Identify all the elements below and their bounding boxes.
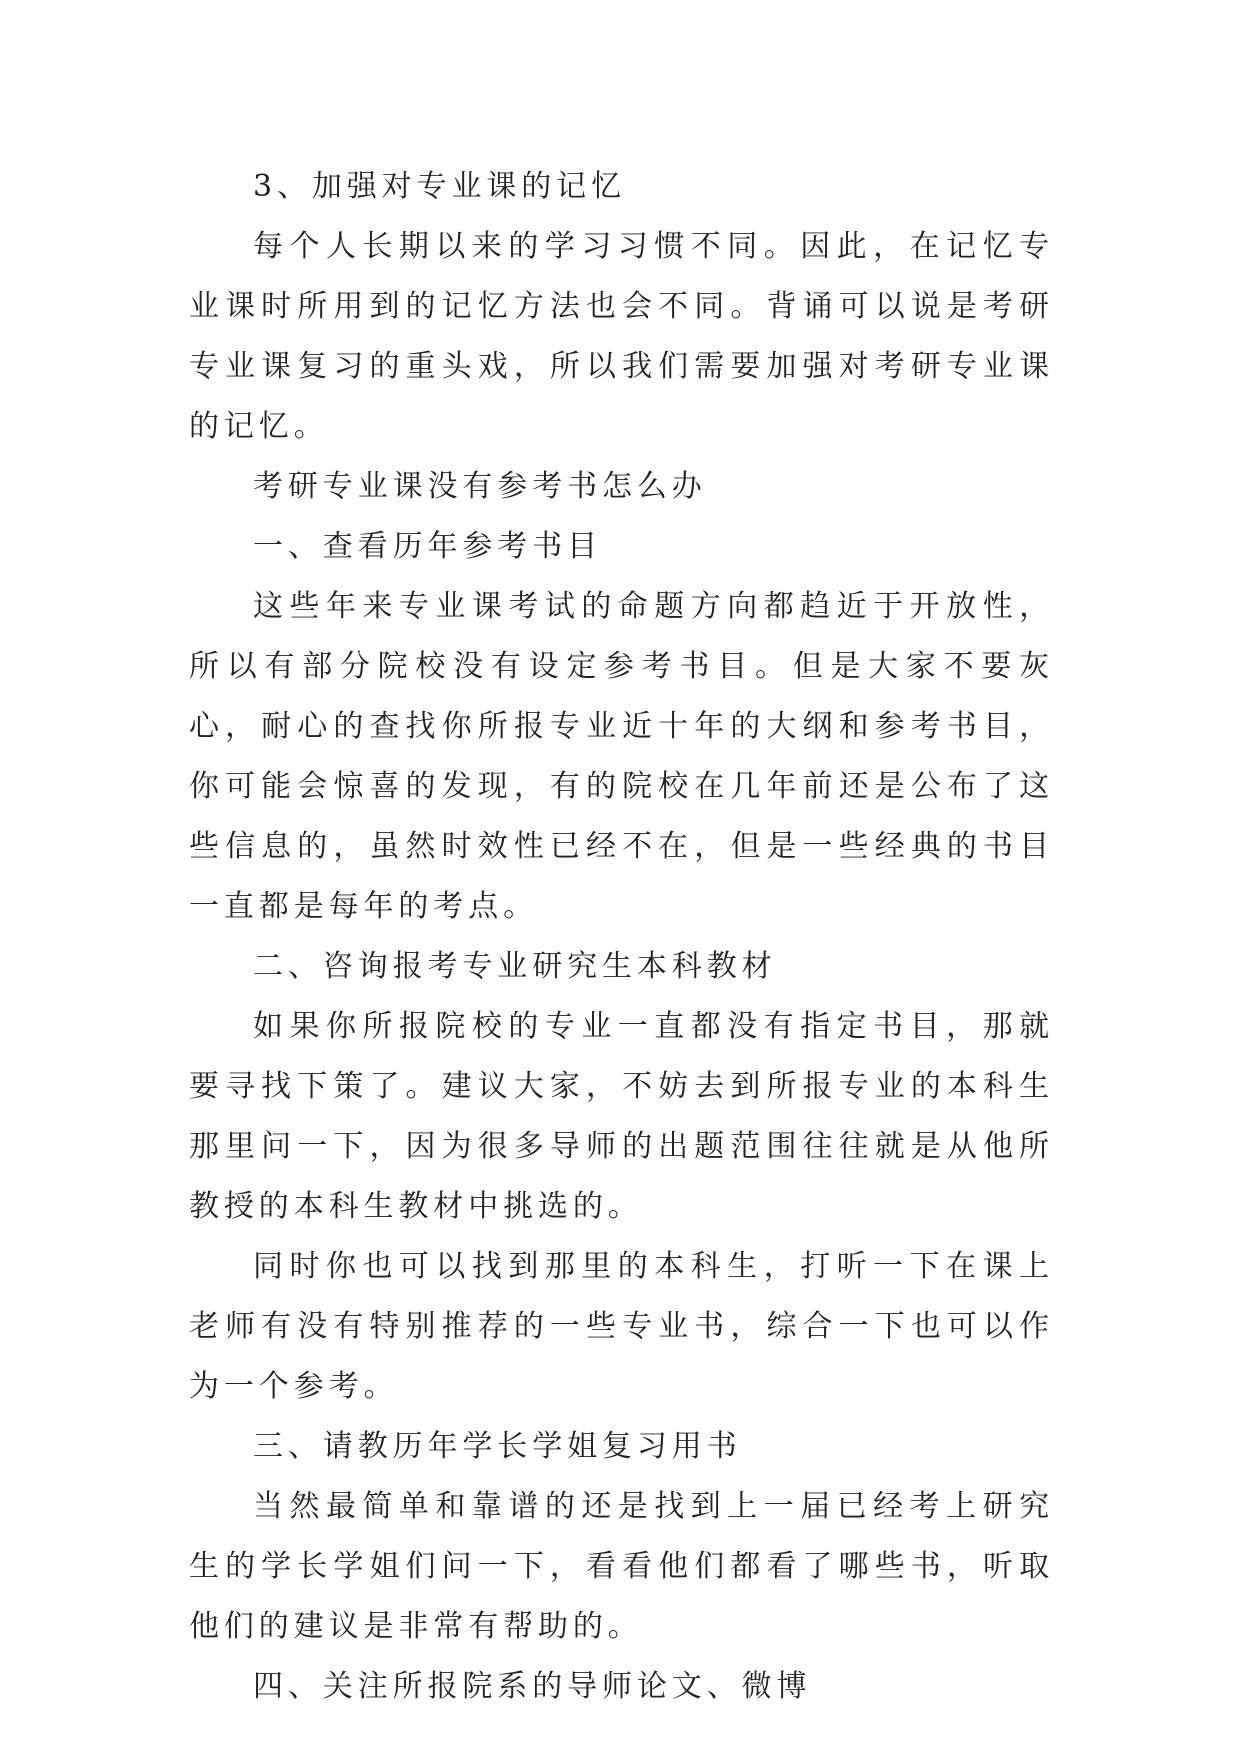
section-heading-advisor-papers: 四、关注所报院系的导师论文、微博 xyxy=(253,1669,812,1704)
section-heading-past-booklists: 一、查看历年参考书目 xyxy=(253,529,602,564)
paragraph-memory-methods: 每个人长期以来的学习习惯不同。因此，在记忆专业课时所用到的记忆方法也会不同。背诵可以说是考研专业课复习的重头戏，所以我们需要加强对考研专业课的记忆。 xyxy=(189,229,1054,444)
paragraph-undergrad-textbooks: 如果你所报院校的专业一直都没有指定书目，那就要寻找下策了。建议大家，不妨去到所报专业的本科生那里问一下，因为很多导师的出题范围往往就是从他所教授的本科生教材中挑选的。 xyxy=(189,1009,1054,1224)
section-heading-memory: 3、加强对专业课的记忆 xyxy=(253,169,626,204)
document-body xyxy=(189,157,1054,1717)
paragraph-past-booklists: 这些年来专业课考试的命题方向都趋近于开放性，所以有部分院校没有设定参考书目。但是大家不要灰心，耐心的查找你所报专业近十年的大纲和参考书目，你可能会惊喜的发现，有的院校在几年前还是公布了这些信息的，虽然时效性已经不在，但是一些经典的书目一直都是每年的考点。 xyxy=(189,589,1054,924)
section-heading-undergrad-textbooks: 二、咨询报考专业研究生本科教材 xyxy=(253,949,777,984)
paragraph-teacher-recommendations: 同时你也可以找到那里的本科生，打听一下在课上老师有没有特别推荐的一些专业书，综合一下也可以作为一个参考。 xyxy=(189,1249,1054,1404)
section-heading-senior-students: 三、请教历年学长学姐复习用书 xyxy=(253,1429,742,1464)
paragraph-senior-students: 当然最简单和靠谱的还是找到上一届已经考上研究生的学长学姐们问一下，看看他们都看了哪些书，听取他们的建议是非常有帮助的。 xyxy=(189,1489,1054,1644)
section-heading-no-reference-books: 考研专业课没有参考书怎么办 xyxy=(253,469,707,504)
